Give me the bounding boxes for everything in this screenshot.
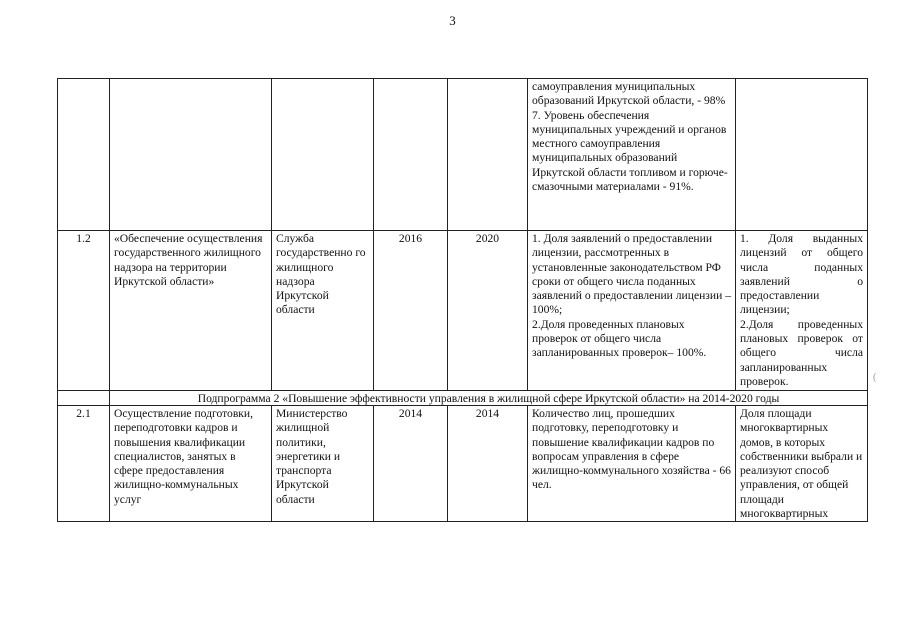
subprogram-title: Подпрограмма 2 «Повышение эффективности управления в жилищной сфере Иркутской области» на 2014-2020 годы	[110, 391, 868, 406]
table-row-2-1	[58, 406, 868, 522]
cell-num: 1.2	[58, 231, 110, 391]
page-number: 3	[449, 13, 456, 28]
cell-executor: Служба государственно го жилищного надзора Иркутской области	[272, 231, 374, 391]
cell-result	[736, 79, 868, 231]
cell-executor	[272, 79, 374, 231]
table-row-1-2	[58, 231, 868, 391]
cell-name	[110, 79, 272, 231]
program-table	[57, 78, 868, 522]
cell-end: 2020	[448, 231, 528, 391]
scan-mark: (	[873, 372, 877, 383]
cell-num	[58, 79, 110, 231]
cell-indicators: Количество лиц, прошедших подготовку, переподготовку и повышение квалификации кадров по вопросам управления в сфере жилищно-коммунального хозяйства - 66 чел.	[528, 406, 736, 522]
cell-num: 2.1	[58, 406, 110, 522]
cell-num	[58, 391, 110, 406]
cell-start: 2014	[374, 406, 448, 522]
cell-end	[448, 79, 528, 231]
cell-indicators: 1. Доля заявлений о предоставлении лицензии, рассмотренных в установленные законодательством РФ сроки от общего числа поданных заявлений о предоставлении лицензии – 100%; 2.Доля проведенных плановых проверок от общего числа запланированных проверок– 100%.	[528, 231, 736, 391]
table-row-subprogram	[58, 391, 868, 406]
cell-end: 2014	[448, 406, 528, 522]
cell-indicators: самоуправления муниципальных образований Иркутской области, - 98% 7. Уровень обеспечения муниципальных учреждений и органов местного самоуправления муниципальных образований Иркутской области топливом и горюче-смазочными материалами - 91%.	[528, 79, 736, 231]
cell-name: Осуществление подготовки, переподготовки кадров и повышения квалификации специалистов, занятых в сфере предоставления жилищно-коммунальных услуг	[110, 406, 272, 522]
cell-name: «Обеспечение осуществления государственного жилищного надзора на территории Иркутской области»	[110, 231, 272, 391]
cell-result: 1. Доля выданных лицензий от общего числа поданных заявлений о предоставлении лицензии; 2.Доля проведенных плановых проверок от общего числа запланированных проверок.	[736, 231, 868, 391]
cell-start: 2016	[374, 231, 448, 391]
cell-executor: Министерство жилищной политики, энергетики и транспорта Иркутской области	[272, 406, 374, 522]
table-row-continuation	[58, 79, 868, 231]
cell-start	[374, 79, 448, 231]
cell-result: Доля площади многоквартирных домов, в которых собственники выбрали и реализуют способ управления, от общей площади многоквартирных	[736, 406, 868, 522]
